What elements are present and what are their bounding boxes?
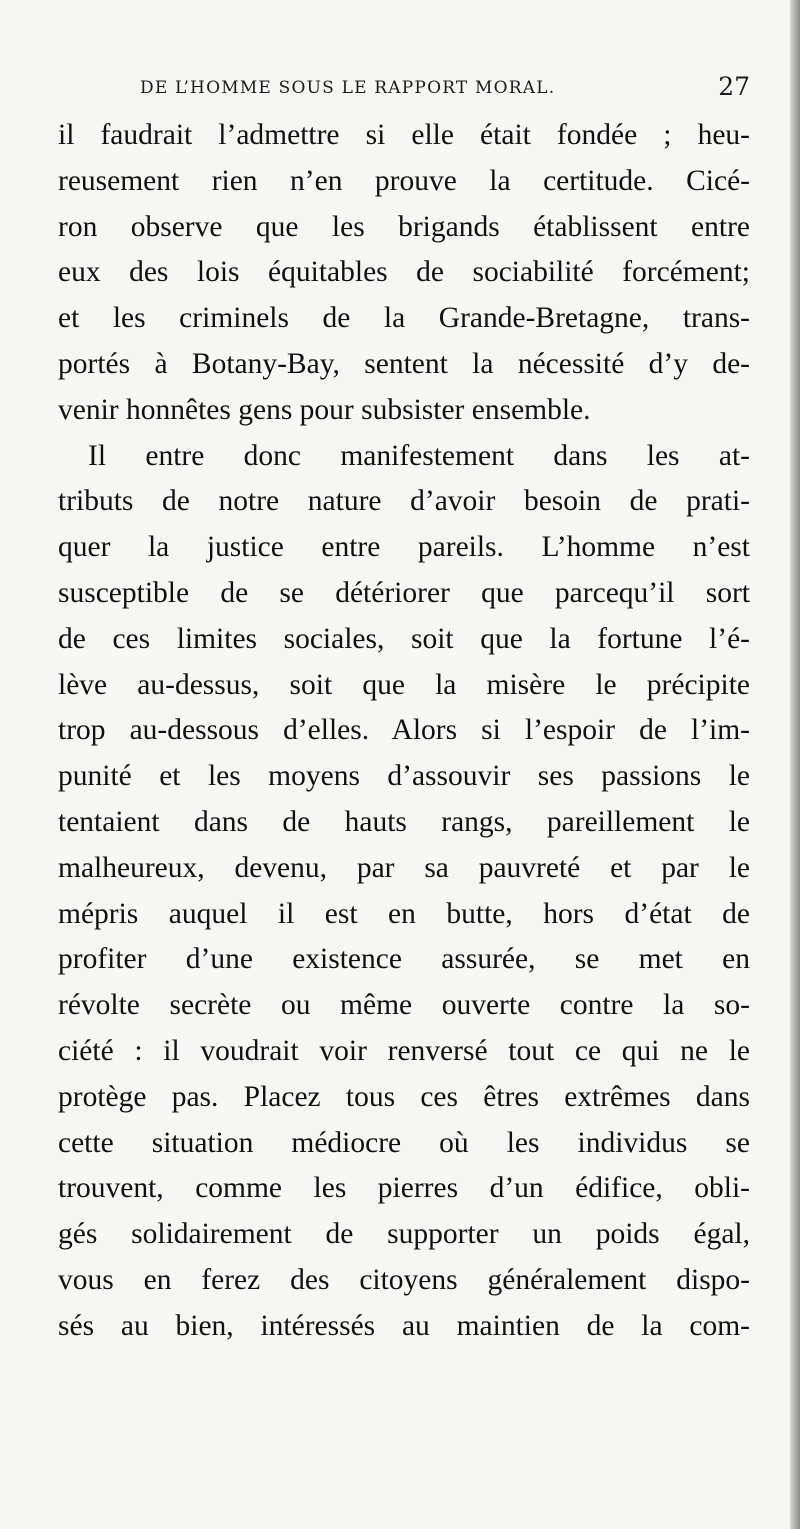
running-head bbox=[140, 74, 750, 104]
text-line: tentaient dans de hauts rangs, pareillement le bbox=[58, 805, 750, 838]
text-line: reusement rien n’en prouve la certitude. Cicé- bbox=[58, 164, 750, 197]
text-line: protège pas. Placez tous ces êtres extrêmes dans bbox=[58, 1080, 750, 1113]
text-line: quer la justice entre pareils. L’homme n’est bbox=[58, 531, 750, 564]
text-line: de ces limites sociales, soit que la fortune l’é- bbox=[58, 622, 750, 655]
text-line: sés au bien, intéressés au maintien de la com- bbox=[58, 1309, 750, 1342]
text-line: et les criminels de la Grande-Bretagne, trans- bbox=[58, 302, 750, 335]
text-line: trouvent, comme les pierres d’un édifice, obli- bbox=[58, 1172, 750, 1205]
body-text bbox=[58, 113, 750, 1350]
running-title: DE L’HOMME SOUS LE RAPPORT MORAL. bbox=[140, 78, 556, 98]
text-line: profiter d’une existence assurée, se met en bbox=[58, 943, 750, 976]
text-line: venir honnêtes gens pour subsister ensemble. bbox=[58, 393, 591, 426]
text-line: portés à Botany-Bay, sentent la nécessité d’y de- bbox=[58, 347, 750, 380]
text-line: vous en ferez des citoyens généralement dispo- bbox=[58, 1263, 750, 1296]
text-line: cette situation médiocre où les individus se bbox=[58, 1126, 750, 1159]
text-line: révolte secrète ou même ouverte contre la so- bbox=[58, 989, 750, 1022]
text-line: tributs de notre nature d’avoir besoin de prati- bbox=[58, 485, 750, 518]
text-line: ron observe que les brigands établissent entre bbox=[58, 210, 750, 243]
text-line: eux des lois équitables de sociabilité forcément; bbox=[58, 256, 750, 289]
text-line: susceptible de se détériorer que parcequ’il sort bbox=[58, 576, 750, 609]
text-line: malheureux, devenu, par sa pauvreté et par le bbox=[58, 851, 750, 884]
text-line: mépris auquel il est en butte, hors d’état de bbox=[58, 897, 750, 930]
text-line: gés solidairement de supporter un poids égal, bbox=[58, 1218, 750, 1251]
page-gutter-shadow bbox=[790, 0, 800, 1529]
page-number: 27 bbox=[718, 72, 750, 101]
text-line: trop au-dessous d’elles. Alors si l’espoir de l’im- bbox=[58, 714, 750, 747]
text-line: il faudrait l’admettre si elle était fondée ; heu- bbox=[58, 119, 750, 151]
text-line: punité et les moyens d’assouvir ses passions le bbox=[58, 760, 750, 793]
text-line: ciété : il voudrait voir renversé tout ce qui ne le bbox=[58, 1034, 750, 1067]
text-line: lève au-dessus, soit que la misère le précipite bbox=[58, 668, 750, 701]
paragraph-start-line: Il entre donc manifestement dans les at- bbox=[88, 439, 750, 472]
